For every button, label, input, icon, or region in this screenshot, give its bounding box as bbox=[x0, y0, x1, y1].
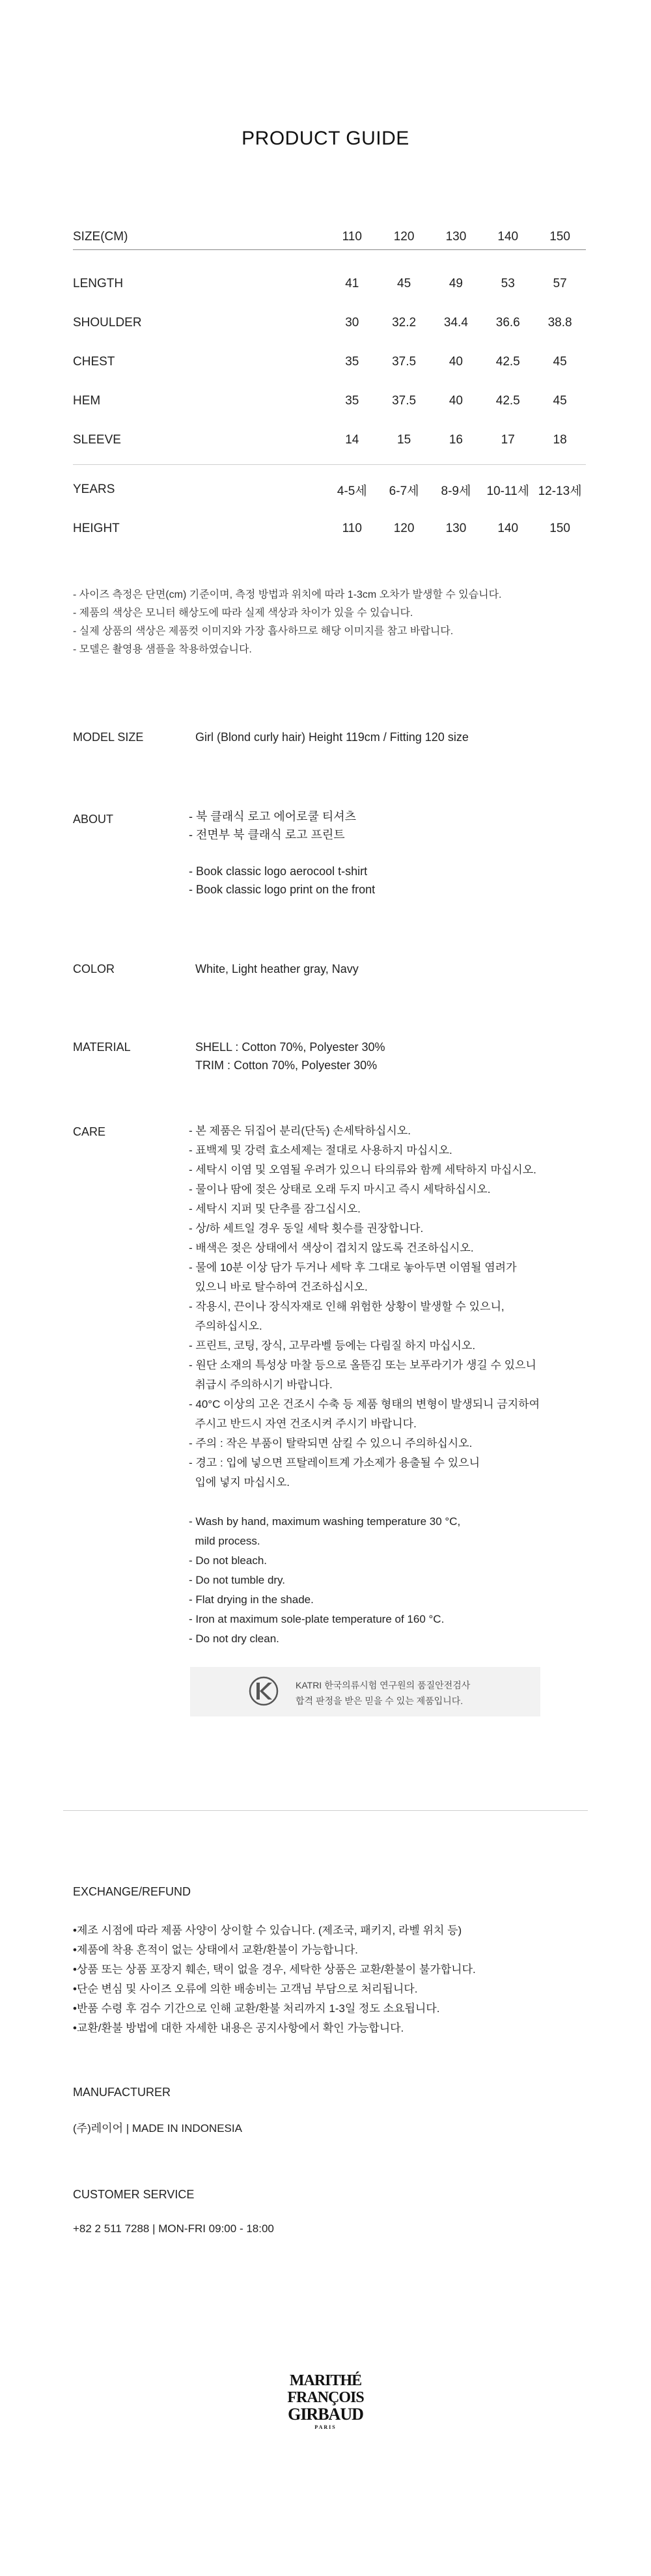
care-line: mild process. bbox=[189, 1535, 260, 1547]
note-line: - 제품의 색상은 모니터 해상도에 따라 실제 색상과 차이가 있을 수 있습니다. bbox=[73, 608, 413, 619]
table-cell: 42.5 bbox=[495, 393, 520, 408]
exchange-refund-heading: EXCHANGE/REFUND bbox=[73, 1885, 191, 1898]
about-label: ABOUT bbox=[73, 813, 114, 826]
table-cell: 40 bbox=[449, 393, 463, 408]
care-line: - 물에 10분 이상 담가 두거나 세탁 후 그대로 놓아두면 이염될 염려가 bbox=[189, 1261, 517, 1274]
section-divider bbox=[63, 1810, 588, 1811]
care-line: 있으니 바로 탈수하여 건조하십시오. bbox=[189, 1281, 368, 1293]
table-cell: 120 bbox=[393, 229, 415, 244]
row-label: CHEST bbox=[73, 354, 115, 369]
table-cell: 14 bbox=[345, 432, 359, 447]
page-title: PRODUCT GUIDE bbox=[242, 128, 409, 149]
care-line: - Do not dry clean. bbox=[189, 1632, 279, 1645]
note-line: - 모델은 촬영용 샘플을 착용하였습니다. bbox=[73, 644, 252, 655]
material-line: TRIM : Cotton 70%, Polyester 30% bbox=[195, 1059, 378, 1072]
brand-line: GIRBAUD bbox=[288, 2405, 363, 2424]
table-cell: 12-13세 bbox=[538, 484, 582, 498]
row-label: SHOULDER bbox=[73, 315, 142, 329]
about-value bbox=[189, 807, 375, 899]
table-cell: 120 bbox=[393, 522, 415, 535]
table-cell: 150 bbox=[549, 522, 570, 535]
exchange-refund-list bbox=[73, 1921, 476, 2038]
color-label: COLOR bbox=[73, 962, 115, 975]
table-cell: 6-7세 bbox=[389, 484, 419, 498]
table-spacer bbox=[73, 250, 586, 264]
table-row bbox=[73, 343, 586, 382]
table-cell: 130 bbox=[445, 229, 467, 244]
table-cell: 32.2 bbox=[392, 315, 417, 329]
table-cell: 53 bbox=[501, 276, 515, 290]
table-cell: 130 bbox=[445, 522, 467, 535]
table-cell: 35 bbox=[345, 393, 359, 408]
exchange-line: •반품 수령 후 검수 기간으로 인해 교환/환불 처리까지 1-3일 정도 소요됩니다. bbox=[73, 2002, 440, 2015]
care-line: - 세탁시 이염 및 오염될 우려가 있으니 타의류와 함께 세탁하지 마십시오. bbox=[189, 1164, 536, 1176]
care-line: 입에 넣지 마십시오. bbox=[189, 1476, 290, 1489]
table-cell: 38.8 bbox=[547, 315, 572, 329]
material-line: SHELL : Cotton 70%, Polyester 30% bbox=[195, 1041, 385, 1054]
table-row bbox=[73, 264, 586, 303]
size-notes bbox=[73, 586, 502, 659]
table-cell: 18 bbox=[553, 432, 567, 447]
care-line: 주시고 반드시 자연 건조시켜 주시기 바랍니다. bbox=[189, 1418, 417, 1430]
table-cell: 8-9세 bbox=[441, 484, 471, 498]
row-label: SIZE(CM) bbox=[73, 229, 128, 244]
material-value bbox=[195, 1038, 385, 1074]
table-cell: 16 bbox=[449, 432, 463, 447]
table-header-row bbox=[73, 225, 586, 249]
table-cell: 41 bbox=[345, 276, 359, 290]
about-line: - 전면부 북 클래식 로고 프린트 bbox=[189, 828, 345, 841]
row-label: LENGTH bbox=[73, 276, 124, 290]
table-cell: 140 bbox=[497, 522, 519, 535]
about-line: - Book classic logo print on the front bbox=[189, 883, 376, 896]
exchange-line: •상품 또는 상품 포장지 훼손, 택이 없을 경우, 세탁한 상품은 교환/환불이 불가합니다. bbox=[73, 1963, 476, 1976]
care-line: - 프린트, 코팅, 장식, 고무라벨 등에는 다림질 하지 마십시오. bbox=[189, 1339, 476, 1352]
manufacturer-value: (주)레이어 | MADE IN INDONESIA bbox=[73, 2122, 242, 2135]
care-line bbox=[189, 1492, 592, 1512]
care-line: - 원단 소재의 특성상 마찰 등으로 올뜯김 또는 보푸라기가 생길 수 있으니 bbox=[189, 1359, 536, 1371]
table-row bbox=[73, 382, 586, 421]
katri-logo-icon bbox=[247, 1675, 280, 1707]
table-cell: 36.6 bbox=[495, 315, 520, 329]
care-line: - 물이나 땀에 젖은 상태로 오래 두지 마시고 즉시 세탁하십시오. bbox=[189, 1183, 491, 1196]
model-size-value: Girl (Blond curly hair) Height 119cm / Fitting 120 size bbox=[195, 731, 469, 744]
table-spacer bbox=[73, 465, 586, 470]
care-list bbox=[189, 1121, 592, 1649]
table-cell: 37.5 bbox=[392, 393, 417, 408]
table-cell: 45 bbox=[397, 276, 411, 290]
customer-service-heading: CUSTOMER SERVICE bbox=[73, 2188, 195, 2201]
size-table bbox=[73, 225, 586, 548]
exchange-line: •제조 시점에 따라 제품 사양이 상이할 수 있습니다. (제조국, 패키지, 라벨 위치 등) bbox=[73, 1924, 462, 1937]
note-line: - 실제 상품의 색상은 제품컷 이미지와 가장 흡사하므로 해당 이미지를 참고 바랍니다. bbox=[73, 626, 454, 637]
table-cell: 30 bbox=[345, 315, 359, 329]
care-line: - Flat drying in the shade. bbox=[189, 1593, 314, 1606]
care-label: CARE bbox=[73, 1125, 106, 1138]
table-cell: 45 bbox=[553, 354, 567, 369]
table-cell: 34.4 bbox=[443, 315, 468, 329]
table-cell: 40 bbox=[449, 354, 463, 369]
about-line: - 북 클래식 로고 에어로쿨 티셔츠 bbox=[189, 810, 357, 823]
table-row bbox=[73, 509, 586, 548]
row-label: SLEEVE bbox=[73, 432, 121, 447]
note-line: - 사이즈 측정은 단면(cm) 기준이며, 측정 방법과 위치에 따라 1-3cm 오차가 발생할 수 있습니다. bbox=[73, 589, 502, 600]
exchange-line: •교환/환불 방법에 대한 자세한 내용은 공지사항에서 확인 가능합니다. bbox=[73, 2022, 404, 2034]
care-line: - 주의 : 작은 부품이 탈락되면 삼킬 수 있으니 주의하십시오. bbox=[189, 1437, 473, 1449]
care-line: - 상/하 세트일 경우 동일 세탁 횟수를 권장합니다. bbox=[189, 1222, 424, 1235]
row-label: HEM bbox=[73, 393, 101, 408]
table-spacer bbox=[73, 460, 586, 465]
customer-service-value: +82 2 511 7288 | MON-FRI 09:00 - 18:00 bbox=[73, 2222, 274, 2235]
care-line: - Iron at maximum sole-plate temperature of 160 °C. bbox=[189, 1613, 445, 1625]
about-spacer bbox=[189, 844, 375, 862]
table-cell: 42.5 bbox=[495, 354, 520, 369]
table-cell: 110 bbox=[342, 229, 362, 244]
care-line: - Do not bleach. bbox=[189, 1554, 268, 1567]
table-cell: 10-11세 bbox=[486, 484, 530, 498]
care-line: 취급시 주의하시기 바랍니다. bbox=[189, 1379, 333, 1391]
material-label: MATERIAL bbox=[73, 1041, 131, 1054]
brand-line: MARITHÉ bbox=[289, 2372, 362, 2389]
katri-line: KATRI 한국의류시험 연구원의 품질안전검사 bbox=[296, 1680, 471, 1690]
table-cell: 150 bbox=[549, 229, 570, 244]
brand-line: FRANÇOIS bbox=[287, 2389, 364, 2406]
care-line: 주의하십시오. bbox=[189, 1320, 262, 1332]
katri-certification-box bbox=[190, 1667, 540, 1716]
table-cell: 37.5 bbox=[392, 354, 417, 369]
color-value: White, Light heather gray, Navy bbox=[195, 962, 359, 975]
row-label: YEARS bbox=[73, 483, 115, 496]
care-line: - 세탁시 지퍼 및 단추를 잠그십시오. bbox=[189, 1203, 361, 1215]
table-cell: 17 bbox=[501, 432, 515, 447]
care-line: - 경고 : 입에 넣으면 프탈레이트계 가소제가 용출될 수 있으니 bbox=[189, 1457, 480, 1469]
care-line: - Wash by hand, maximum washing temperature 30 °C, bbox=[189, 1515, 461, 1528]
model-size-label: MODEL SIZE bbox=[73, 731, 144, 744]
table-cell: 49 bbox=[449, 276, 463, 290]
exchange-line: •제품에 착용 흔적이 없는 상태에서 교환/환불이 가능합니다. bbox=[73, 1944, 358, 1956]
katri-text bbox=[296, 1677, 470, 1709]
care-line: - 배색은 젖은 상태에서 색상이 겹치지 않도록 건조하십시오. bbox=[189, 1242, 474, 1254]
table-cell: 110 bbox=[342, 522, 362, 535]
manufacturer-heading: MANUFACTURER bbox=[73, 2086, 171, 2099]
table-cell: 57 bbox=[553, 276, 567, 290]
table-cell: 140 bbox=[497, 229, 519, 244]
brand-logo bbox=[277, 2372, 374, 2437]
table-cell: 4-5세 bbox=[337, 484, 367, 498]
care-line: - 표백제 및 강력 효소세제는 절대로 사용하지 마십시오. bbox=[189, 1144, 452, 1156]
table-cell: 35 bbox=[345, 354, 359, 369]
exchange-line: •단순 변심 및 사이즈 오류에 의한 배송비는 고객님 부담으로 처리됩니다. bbox=[73, 1983, 418, 1995]
about-line: - Book classic logo aerocool t-shirt bbox=[189, 865, 368, 878]
row-label: HEIGHT bbox=[73, 522, 120, 535]
table-row bbox=[73, 470, 586, 509]
care-line: - 40°C 이상의 고온 건조시 수축 등 제품 형태의 변형이 발생되니 금지하여 bbox=[189, 1398, 540, 1410]
table-cell: 45 bbox=[553, 393, 567, 408]
table-cell: 15 bbox=[397, 432, 411, 447]
table-row bbox=[73, 421, 586, 460]
care-line: - 본 제품은 뒤집어 분리(단독) 손세탁하십시오. bbox=[189, 1125, 411, 1137]
table-row bbox=[73, 303, 586, 343]
brand-line: PARIS bbox=[314, 2424, 337, 2430]
care-line: - Do not tumble dry. bbox=[189, 1574, 286, 1586]
katri-line: 합격 판정을 받은 믿을 수 있는 제품입니다. bbox=[296, 1696, 464, 1706]
care-line: - 작용시, 끈이나 장식자재로 인해 위험한 상황이 발생할 수 있으니, bbox=[189, 1300, 505, 1313]
